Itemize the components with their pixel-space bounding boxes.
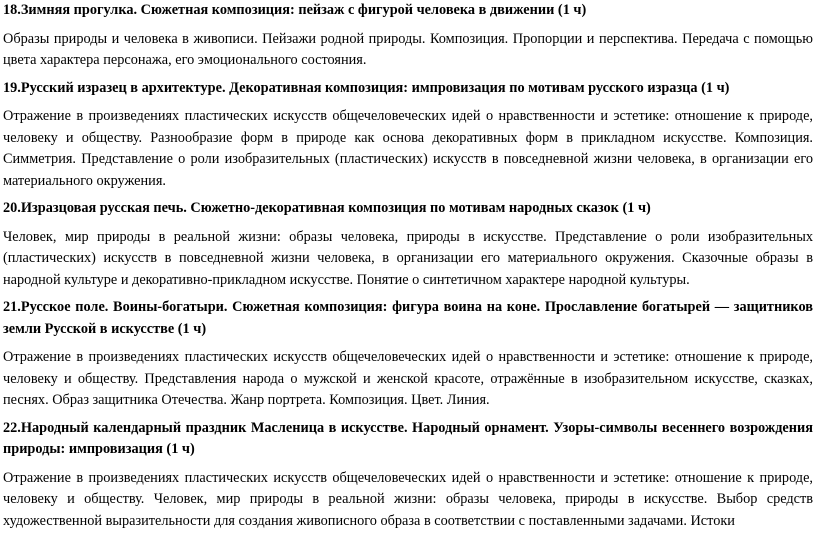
section-22 — [3, 418, 813, 533]
section-body: Отражение в произведениях пластических искусств общечеловеческих идей о нравственности и эстетике: отношение к природе, человеку и обществу. Человек, мир природы в реальной жизни: образы человека, природы в искусстве. Выбор средств художественной выразительности для создания живописного образа в соответствии с поставленными задачами. Истоки — [3, 469, 813, 529]
section-heading: 22.Народный календарный праздник Масленица в искусстве. Народный орнамент. Узоры-символы весеннего возрождения природы: импровизация (1 ч) — [3, 419, 813, 457]
section-body: Отражение в произведениях пластических искусств общечеловеческих идей о нравственности и эстетике: отношение к природе, человеку и обществу. Представления народа о мужской и женской красоте, отражённые в изобразительном искусстве, сказках, песнях. Образ защитника Отечества. Жанр портрета. Композиция. Цвет. Линия. — [3, 349, 813, 408]
section-21 — [3, 297, 813, 418]
section-heading: 19.Русский изразец в архитектуре. Декоративная композиция: импровизация по мотивам русского изразца (1 ч) — [3, 79, 730, 96]
section-body: Отражение в произведениях пластических искусств общечеловеческих идей о нравственности и эстетике: отношение к природе, человеку и обществу. Разнообразие форм в природе как основа декоративных форм в прикладном искусстве. Композиция. Симметрия. Представление о роли изобразительных (пластических) искусств в повседневной жизни человека, в организации его материального окружения. — [3, 108, 813, 189]
section-heading: 21.Русское поле. Воины-богатыри. Сюжетная композиция: фигура воина на коне. Прославление богатырей — защитников земли Русской в искусстве (1 ч) — [3, 299, 813, 337]
section-20 — [3, 198, 813, 297]
section-body: Человек, мир природы в реальной жизни: образы человека, природы в искусстве. Представление о роли изобразительных (пластических) искусств в повседневной жизни человека, в организации его материального окружения. Сказочные образы в народной культуре и декоративно-прикладном искусстве. Понятие о синтетичном характере народной культуры. — [3, 228, 813, 288]
section-heading: 18.Зимняя прогулка. Сюжетная композиция: пейзаж с фигурой человека в движении (1 ч) — [3, 2, 587, 18]
section-heading: 20.Изразцовая русская печь. Сюжетно-декоративная композиция по мотивам народных сказок (1 ч) — [3, 200, 651, 216]
section-body: Образы природы и человека в живописи. Пейзажи родной природы. Композиция. Пропорции и перспектива. Передача с помощью цвета характера персонажа, его эмоционального состояния. — [3, 30, 813, 68]
section-19 — [3, 78, 813, 199]
section-18 — [3, 0, 813, 78]
